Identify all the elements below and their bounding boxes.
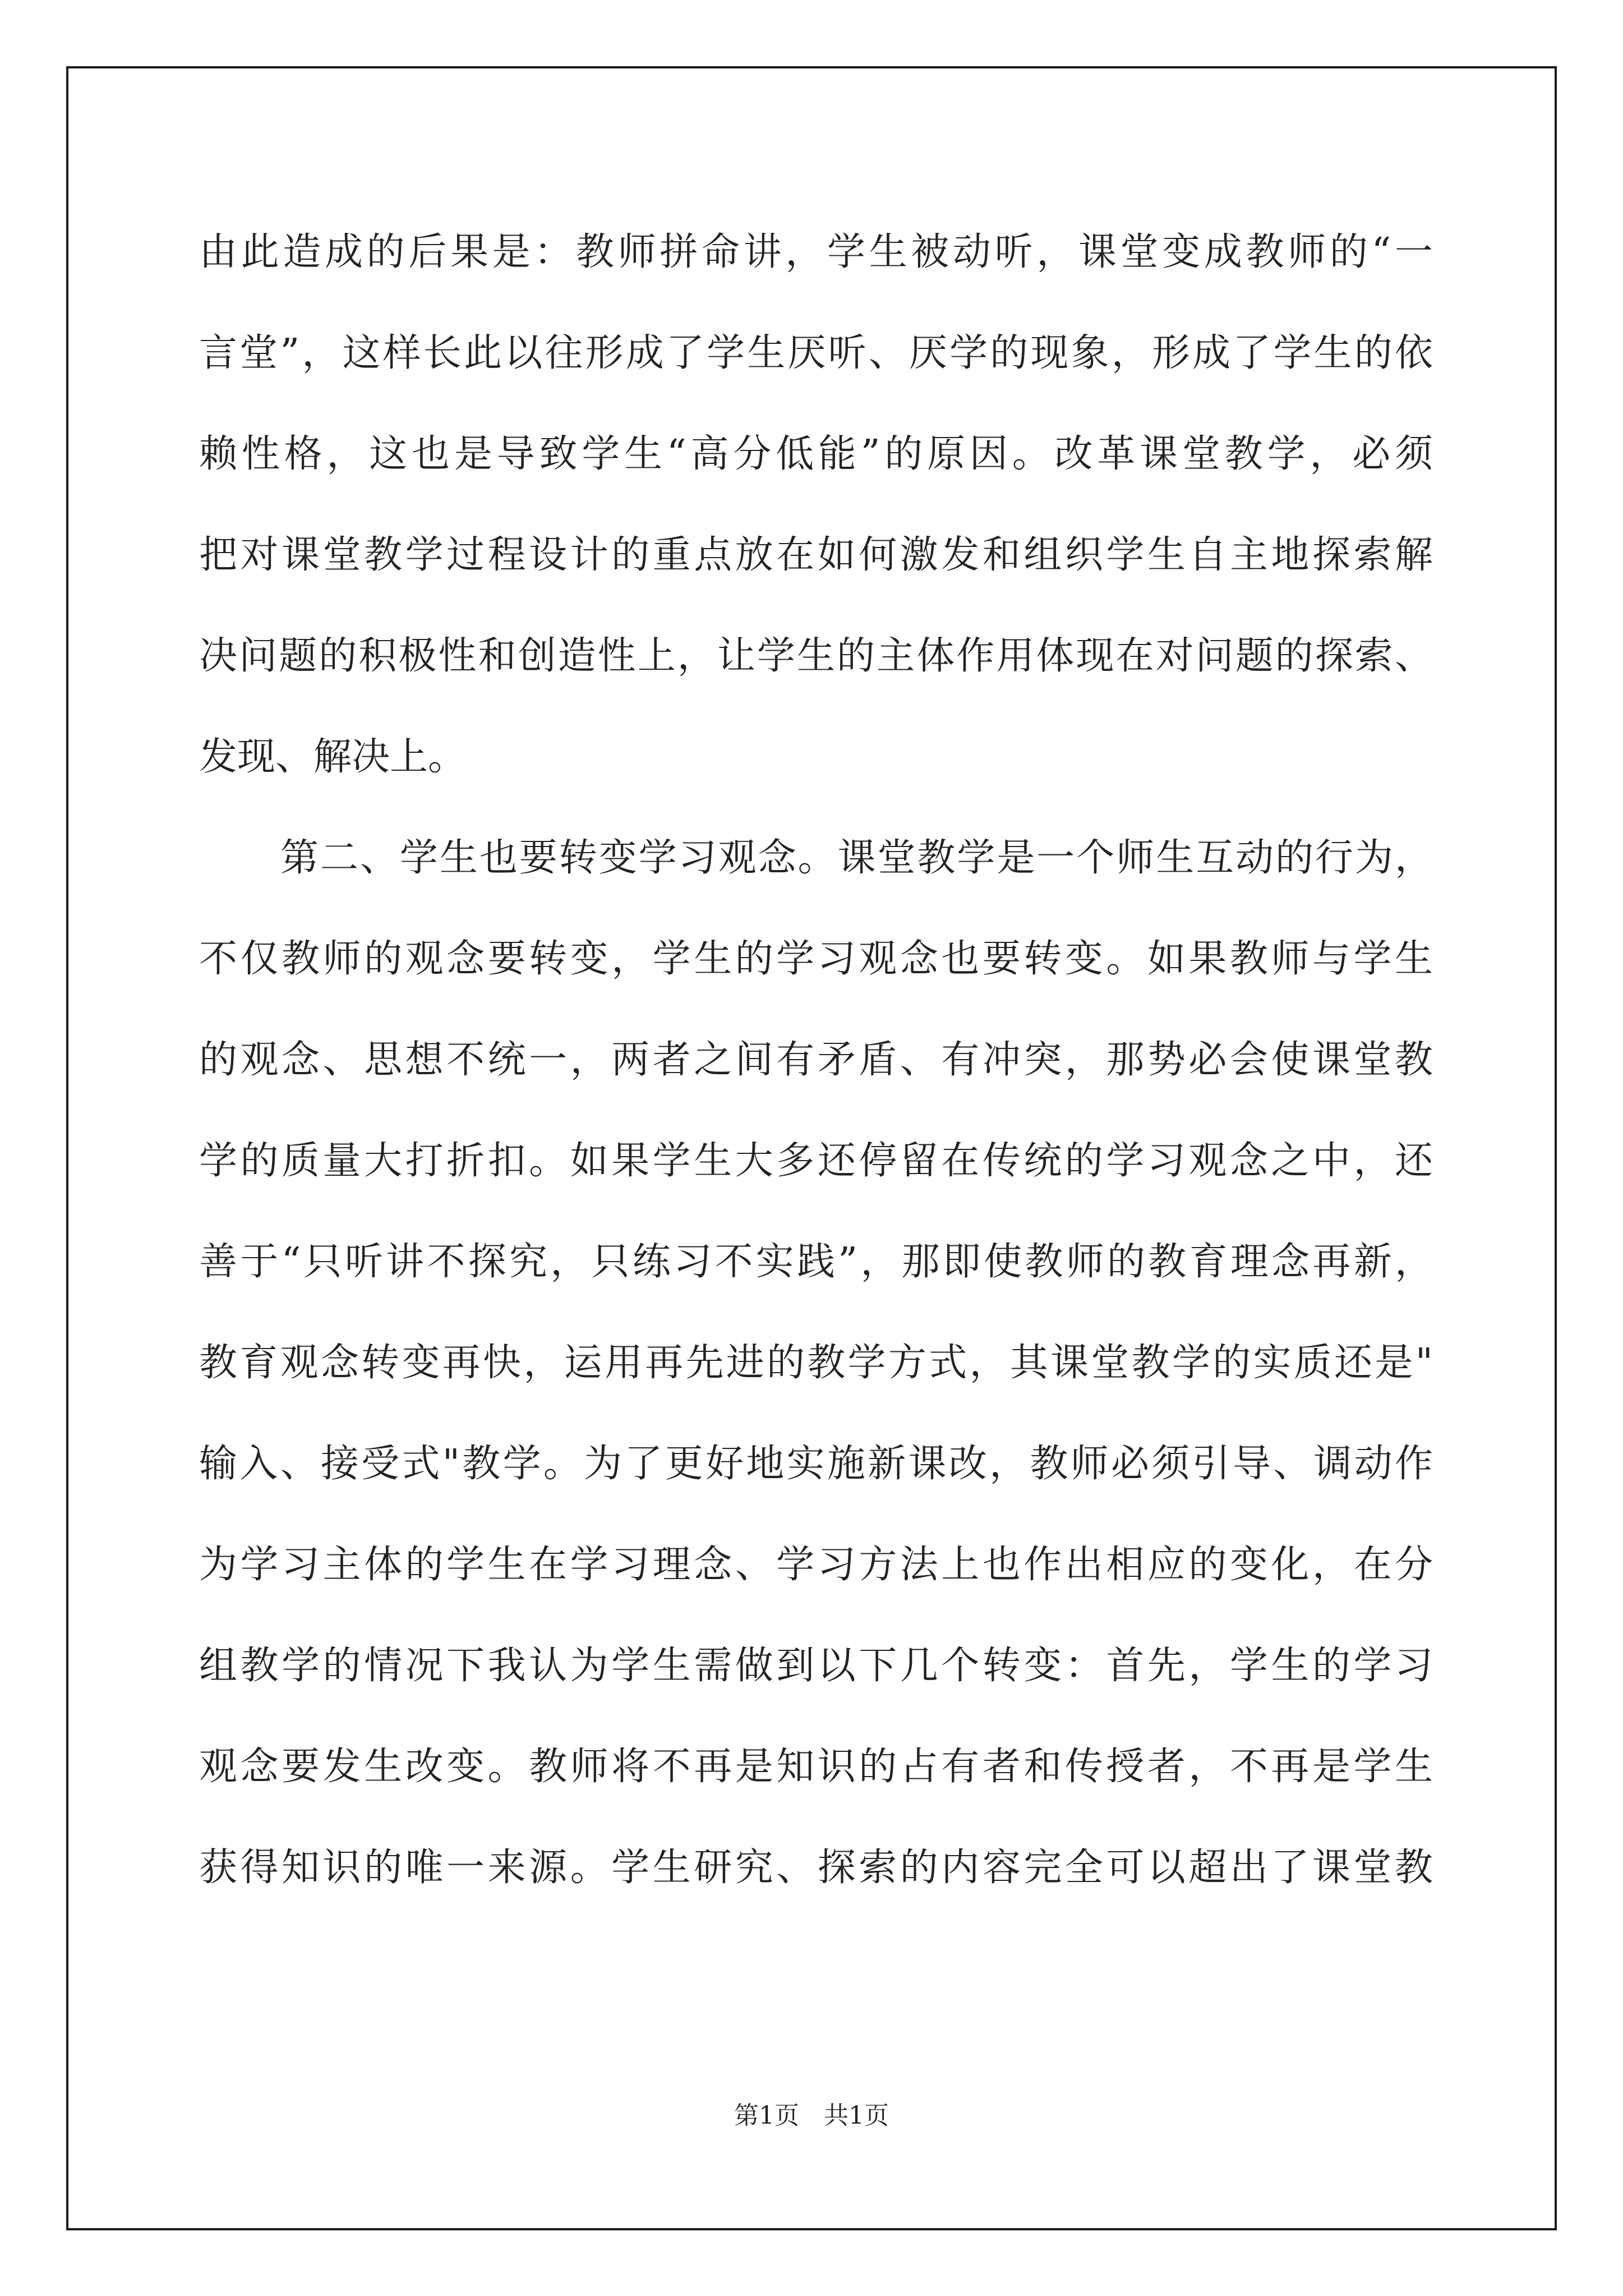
text-line: 输入、接受式"教学。为了更好地实施新课改，教师必须引导、调动作 <box>199 1442 1433 1486</box>
text-line: 决问题的积极性和创造性上，让学生的主体作用体现在对问题的探索、 <box>199 634 1433 678</box>
text-line: 学的质量大打折扣。如果学生大多还停留在传统的学习观念之中，还 <box>199 1139 1433 1183</box>
text-line: 的观念、思想不统一，两者之间有矛盾、有冲突，那势必会使课堂教 <box>199 1038 1433 1082</box>
text-line: 第二、学生也要转变学习观念。课堂教学是一个师生互动的行为， <box>280 836 1433 880</box>
text-line: 不仅教师的观念要转变，学生的学习观念也要转变。如果教师与学生 <box>199 937 1433 981</box>
text-line: 把对课堂教学过程设计的重点放在如何激发和组织学生自主地探索解 <box>199 533 1433 577</box>
text-line: 观念要发生改变。教师将不再是知识的占有者和传授者，不再是学生 <box>199 1745 1433 1789</box>
document-body <box>199 202 1433 1918</box>
text-line: 为学习主体的学生在学习理念、学习方法上也作出相应的变化，在分 <box>199 1543 1433 1587</box>
text-line: 获得知识的唯一来源。学生研究、探索的内容完全可以超出了课堂教 <box>199 1846 1433 1890</box>
text-line: 善于“只听讲不探究，只练习不实践”，那即使教师的教育理念再新， <box>199 1240 1433 1284</box>
text-line: 教育观念转变再快，运用再先进的教学方式，其课堂教学的实质还是" <box>199 1341 1433 1385</box>
text-line: 言堂”，这样长此以往形成了学生厌听、厌学的现象，形成了学生的依 <box>199 331 1433 375</box>
text-line: 由此造成的后果是：教师拼命讲，学生被动听，课堂变成教师的“一 <box>199 230 1433 274</box>
page-number-footer: 第1页 共1页 <box>734 2101 889 2130</box>
text-line: 赖性格，这也是导致学生“高分低能”的原因。改革课堂教学，必须 <box>199 432 1433 476</box>
text-line: 发现、解决上。 <box>199 735 467 779</box>
text-line: 组教学的情况下我认为学生需做到以下几个转变：首先，学生的学习 <box>199 1644 1433 1688</box>
